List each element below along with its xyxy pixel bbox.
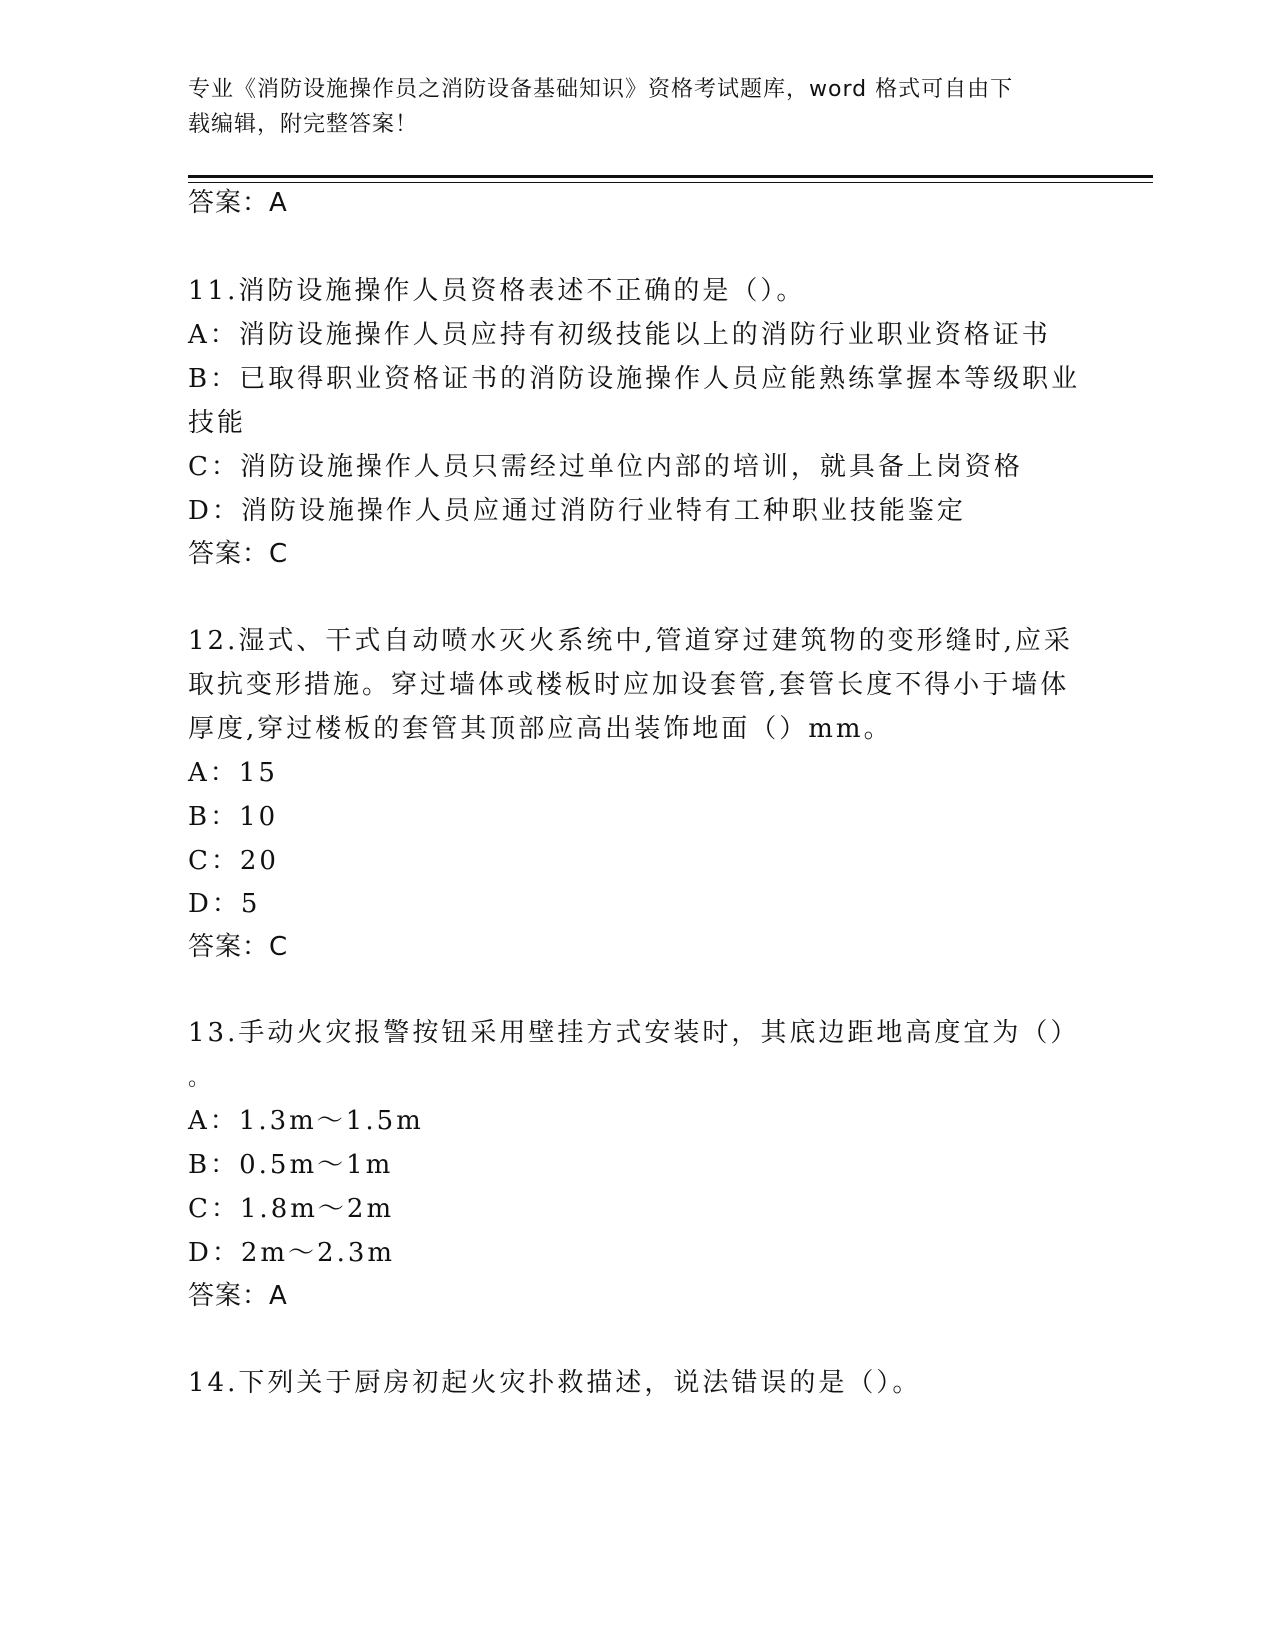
answer-q10: 答案：A	[188, 188, 288, 218]
question-12-stem-2: 取抗变形措施。穿过墙体或楼板时应加设套管,套管长度不得小于墙体	[188, 670, 1070, 700]
question-13-option-d: D：2m～2.3m	[188, 1238, 396, 1268]
question-11-option-c: C：消防设施操作人员只需经过单位内部的培训，就具备上岗资格	[188, 452, 1023, 482]
question-13-option-a: A：1.3m～1.5m	[188, 1106, 424, 1136]
question-12-stem-3: 厚度,穿过楼板的套管其顶部应高出装饰地面（）mm。	[188, 714, 893, 744]
question-12-option-c: C：20	[188, 846, 279, 876]
header-divider-thin	[188, 182, 1153, 183]
question-11-option-d: D：消防设施操作人员应通过消防行业特有工种职业技能鉴定	[188, 496, 966, 526]
question-12-option-d: D：5	[188, 889, 261, 919]
question-13-stem-2: 。	[188, 1066, 214, 1091]
question-12-option-a: A：15	[188, 758, 278, 788]
answer-q12: 答案：C	[188, 932, 289, 962]
question-11-stem: 11.消防设施操作人员资格表述不正确的是（）。	[188, 276, 806, 306]
question-12-option-b: B：10	[188, 802, 279, 832]
question-11-option-a: A：消防设施操作人员应持有初级技能以上的消防行业职业资格证书	[188, 320, 1051, 350]
question-12-stem-1: 12.湿式、干式自动喷水灭火系统中,管道穿过建筑物的变形缝时,应采	[188, 626, 1073, 656]
header-line-2: 载编辑，附完整答案！	[188, 112, 419, 137]
answer-q13: 答案：A	[188, 1281, 288, 1311]
answer-q11: 答案：C	[188, 539, 289, 569]
question-11-option-b: B：已取得职业资格证书的消防设施操作人员应能熟练掌握本等级职业	[188, 364, 1081, 394]
question-13-stem-1: 13.手动火灾报警按钮采用壁挂方式安装时，其底边距地高度宜为（）	[188, 1018, 1080, 1048]
document-header	[188, 72, 1068, 142]
question-13-option-b: B：0.5m～1m	[188, 1150, 394, 1180]
header-divider-thick	[188, 175, 1153, 178]
question-14-stem: 14.下列关于厨房初起火灾扑救描述，说法错误的是（）。	[188, 1368, 922, 1398]
header-line-1: 专业《消防设施操作员之消防设备基础知识》资格考试题库，word 格式可自由下	[188, 77, 1014, 102]
question-13-option-c: C：1.8m～2m	[188, 1194, 395, 1224]
question-11-option-b-cont: 技能	[188, 408, 247, 438]
